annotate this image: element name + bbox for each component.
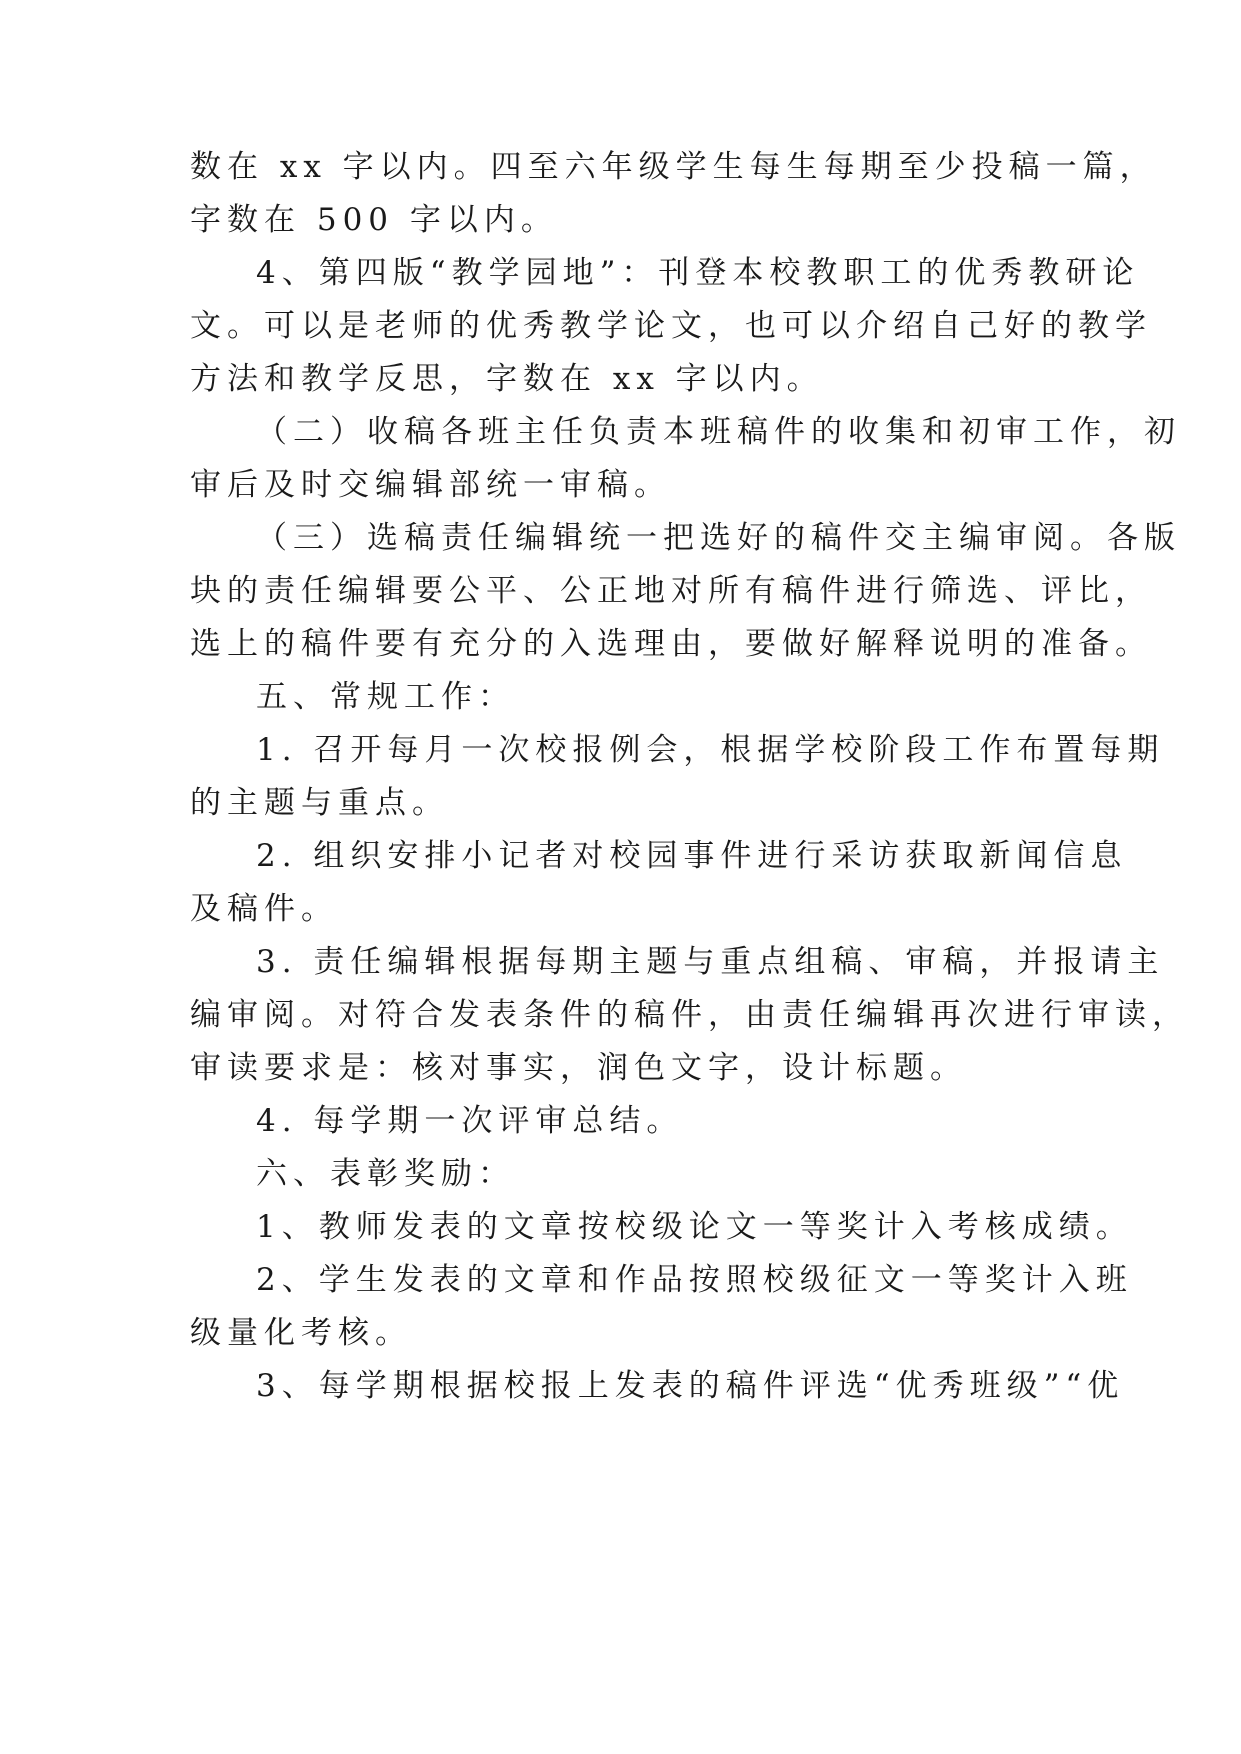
text-line: 级量化考核。 (190, 1315, 412, 1351)
text-line: 选上的稿件要有充分的入选理由，要做好解释说明的准备。 (190, 626, 1152, 662)
text-line: 4、第四版“教学园地”：刊登本校教职工的优秀教研论 (256, 255, 1140, 291)
text-line: 2. 组织安排小记者对校园事件进行采访获取新闻信息 (256, 838, 1128, 874)
text-line: 文。可以是老师的优秀教学论文，也可以介绍自己好的教学 (190, 308, 1152, 344)
text-line: 块的责任编辑要公平、公正地对所有稿件进行筛选、评比， (190, 573, 1152, 609)
text-line: 编审阅。对符合发表条件的稿件，由责任编辑再次进行审读， (190, 997, 1189, 1033)
text-line: 字数在 500 字以内。 (190, 202, 558, 238)
section-heading: 六、表彰奖励： (256, 1156, 515, 1192)
text-line: 4. 每学期一次评审总结。 (256, 1103, 684, 1139)
text-line: （二）收稿各班主任负责本班稿件的收集和初审工作，初 (256, 414, 1181, 450)
text-line: 审读要求是：核对事实，润色文字，设计标题。 (190, 1050, 967, 1086)
text-line: 3. 责任编辑根据每期主题与重点组稿、审稿，并报请主 (256, 944, 1165, 980)
text-line: 2、学生发表的文章和作品按照校级征文一等奖计入班 (256, 1262, 1133, 1298)
section-heading: 五、常规工作： (256, 679, 515, 715)
text-line: 审后及时交编辑部统一审稿。 (190, 467, 671, 503)
text-line: 的主题与重点。 (190, 785, 449, 821)
text-line: 数在 xx 字以内。四至六年级学生每生每期至少投稿一篇， (190, 149, 1157, 185)
text-line: 方法和教学反思，字数在 xx 字以内。 (190, 361, 824, 397)
text-line: 及稿件。 (190, 891, 338, 927)
text-line: 1、教师发表的文章按校级论文一等奖计入考核成绩。 (256, 1209, 1133, 1245)
text-line: 3、每学期根据校报上发表的稿件评选“优秀班级”“优 (256, 1368, 1125, 1404)
text-line: （三）选稿责任编辑统一把选好的稿件交主编审阅。各版 (256, 520, 1181, 556)
text-line: 1. 召开每月一次校报例会，根据学校阶段工作布置每期 (256, 732, 1165, 768)
